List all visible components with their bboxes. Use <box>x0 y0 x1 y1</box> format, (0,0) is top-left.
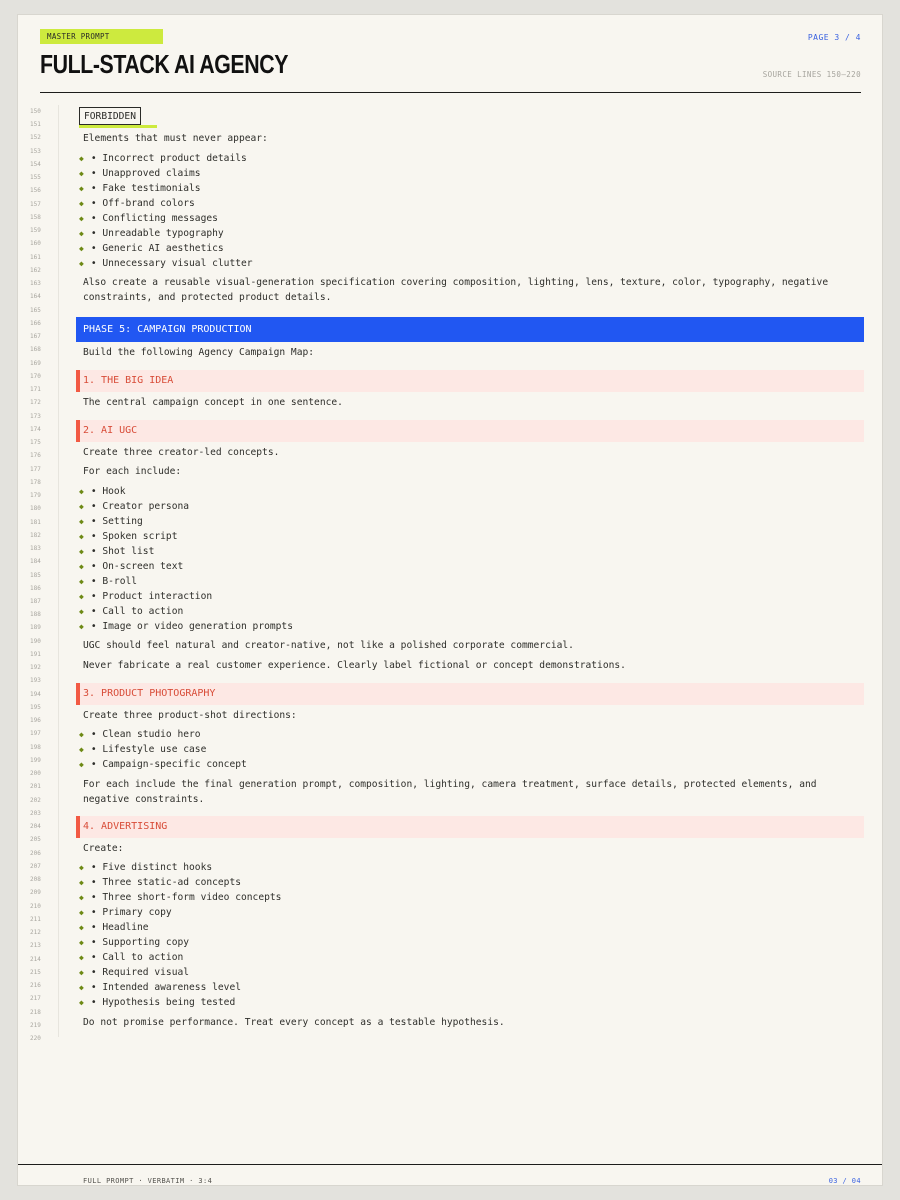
line-number: 158 <box>30 214 41 221</box>
diamond-bullet-icon: ◆ <box>79 517 84 526</box>
list-item: ◆ • Product interaction <box>79 591 213 602</box>
diamond-bullet-icon: ◆ <box>79 592 84 601</box>
list-item: ◆ • Unreadable typography <box>79 228 224 239</box>
line-number: 198 <box>30 744 41 751</box>
line-number: 153 <box>30 148 41 155</box>
section-heading-ai-ugc: 2. AI UGC <box>76 420 864 442</box>
diamond-bullet-icon: ◆ <box>79 622 84 631</box>
line-number: 151 <box>30 121 41 128</box>
section-heading-big-idea: 1. THE BIG IDEA <box>76 370 864 392</box>
line-number: 201 <box>30 783 41 790</box>
list-item: ◆ • Incorrect product details <box>79 153 247 164</box>
visual-spec-paragraph: Also create a reusable visual-generation specification covering composition, lighting, lens, texture, color, typography, negative constraints, and protected product details. <box>83 277 829 303</box>
diamond-bullet-icon: ◆ <box>79 730 84 739</box>
photo-each-include: For each include the final generation prompt, composition, lighting, camera treatment, surface details, protected elements, and negative constraints. <box>83 779 817 805</box>
diamond-bullet-icon: ◆ <box>79 244 84 253</box>
diamond-bullet-icon: ◆ <box>79 184 84 193</box>
line-number: 169 <box>30 360 41 367</box>
line-number: 159 <box>30 227 41 234</box>
diamond-bullet-icon: ◆ <box>79 998 84 1007</box>
line-number: 165 <box>30 307 41 314</box>
diamond-bullet-icon: ◆ <box>79 532 84 541</box>
diamond-bullet-icon: ◆ <box>79 259 84 268</box>
line-number: 213 <box>30 942 41 949</box>
line-number: 200 <box>30 770 41 777</box>
line-number: 175 <box>30 439 41 446</box>
diamond-bullet-icon: ◆ <box>79 923 84 932</box>
line-number: 154 <box>30 161 41 168</box>
line-number: 157 <box>30 201 41 208</box>
ugc-each-include: For each include: <box>83 466 182 477</box>
diamond-bullet-icon: ◆ <box>79 893 84 902</box>
list-item: ◆ • Unapproved claims <box>79 168 201 179</box>
line-number: 197 <box>30 730 41 737</box>
line-number: 220 <box>30 1035 41 1042</box>
line-number: 168 <box>30 346 41 353</box>
line-number: 192 <box>30 664 41 671</box>
list-item: ◆ • Shot list <box>79 546 155 557</box>
line-number: 180 <box>30 505 41 512</box>
list-item: ◆ • Supporting copy <box>79 937 190 948</box>
list-item: ◆ • Headline <box>79 922 149 933</box>
footer-label: FULL PROMPT · VERBATIM · 3:4 <box>83 1177 213 1185</box>
list-item: ◆ • Conflicting messages <box>79 213 218 224</box>
line-number: 166 <box>30 320 41 327</box>
line-number: 164 <box>30 293 41 300</box>
ads-intro: Create: <box>83 843 124 854</box>
line-number: 155 <box>30 174 41 181</box>
list-item: ◆ • Off-brand colors <box>79 198 195 209</box>
photo-intro: Create three product-shot directions: <box>83 710 297 721</box>
line-number: 191 <box>30 651 41 658</box>
list-item: ◆ • B-roll <box>79 576 138 587</box>
line-number: 163 <box>30 280 41 287</box>
line-number: 199 <box>30 757 41 764</box>
phase-intro: Build the following Agency Campaign Map: <box>83 347 315 358</box>
line-number: 172 <box>30 399 41 406</box>
line-number: 183 <box>30 545 41 552</box>
line-number: 219 <box>30 1022 41 1029</box>
line-number: 218 <box>30 1009 41 1016</box>
line-number: 178 <box>30 479 41 486</box>
ugc-note-natural: UGC should feel natural and creator-native, not like a polished corporate commercial. <box>83 640 574 651</box>
line-number: 196 <box>30 717 41 724</box>
list-item: ◆ • Primary copy <box>79 907 172 918</box>
diamond-bullet-icon: ◆ <box>79 878 84 887</box>
line-number: 161 <box>30 254 41 261</box>
line-number: 156 <box>30 187 41 194</box>
diamond-bullet-icon: ◆ <box>79 214 84 223</box>
line-number: 216 <box>30 982 41 989</box>
list-item: ◆ • Intended awareness level <box>79 982 242 993</box>
document-page <box>17 14 883 1186</box>
line-number: 174 <box>30 426 41 433</box>
line-number: 190 <box>30 638 41 645</box>
line-number: 179 <box>30 492 41 499</box>
master-prompt-tag: MASTER PROMPT <box>40 29 163 44</box>
diamond-bullet-icon: ◆ <box>79 562 84 571</box>
list-item: ◆ • Unnecessary visual clutter <box>79 258 253 269</box>
line-number: 162 <box>30 267 41 274</box>
line-number: 177 <box>30 466 41 473</box>
forbidden-label: FORBIDDEN <box>79 107 141 125</box>
line-number: 187 <box>30 598 41 605</box>
list-item: ◆ • Image or video generation prompts <box>79 621 293 632</box>
forbidden-underline <box>79 125 157 128</box>
line-number: 214 <box>30 956 41 963</box>
line-number: 182 <box>30 532 41 539</box>
diamond-bullet-icon: ◆ <box>79 968 84 977</box>
section-heading-product-photography: 3. PRODUCT PHOTOGRAPHY <box>76 683 864 705</box>
line-number: 210 <box>30 903 41 910</box>
diamond-bullet-icon: ◆ <box>79 577 84 586</box>
diamond-bullet-icon: ◆ <box>79 154 84 163</box>
ugc-intro: Create three creator-led concepts. <box>83 447 280 458</box>
list-item: ◆ • Three static-ad concepts <box>79 877 242 888</box>
list-item: ◆ • Required visual <box>79 967 190 978</box>
page-title: FULL-STACK AI AGENCY <box>40 49 289 79</box>
diamond-bullet-icon: ◆ <box>79 863 84 872</box>
line-number: 217 <box>30 995 41 1002</box>
line-number: 209 <box>30 889 41 896</box>
section-heading-advertising: 4. ADVERTISING <box>76 816 864 838</box>
document-body <box>18 15 882 1185</box>
forbidden-intro: Elements that must never appear: <box>83 133 268 144</box>
line-number: 185 <box>30 572 41 579</box>
list-item: ◆ • Campaign-specific concept <box>79 759 247 770</box>
diamond-bullet-icon: ◆ <box>79 487 84 496</box>
list-item: ◆ • Lifestyle use case <box>79 744 207 755</box>
line-number: 184 <box>30 558 41 565</box>
line-number: 195 <box>30 704 41 711</box>
list-item: ◆ • Spoken script <box>79 531 178 542</box>
list-item: ◆ • Setting <box>79 516 143 527</box>
line-number: 203 <box>30 810 41 817</box>
diamond-bullet-icon: ◆ <box>79 760 84 769</box>
footer-divider <box>18 1164 882 1165</box>
footer-page-number: 03 / 04 <box>828 1177 861 1185</box>
line-number: 152 <box>30 134 41 141</box>
line-number: 212 <box>30 929 41 936</box>
line-number: 206 <box>30 850 41 857</box>
line-number: 189 <box>30 624 41 631</box>
list-item: ◆ • Generic AI aesthetics <box>79 243 224 254</box>
line-number: 194 <box>30 691 41 698</box>
line-number: 176 <box>30 452 41 459</box>
diamond-bullet-icon: ◆ <box>79 607 84 616</box>
line-number: 171 <box>30 386 41 393</box>
diamond-bullet-icon: ◆ <box>79 938 84 947</box>
list-item: ◆ • Hypothesis being tested <box>79 997 236 1008</box>
line-number: 208 <box>30 876 41 883</box>
big-idea-text: The central campaign concept in one sentence. <box>83 397 343 408</box>
list-item: ◆ • On-screen text <box>79 561 184 572</box>
line-number: 150 <box>30 108 41 115</box>
line-number: 205 <box>30 836 41 843</box>
list-item: ◆ • Call to action <box>79 606 184 617</box>
ugc-note-fabricate: Never fabricate a real customer experience. Clearly label fictional or concept demonstrations. <box>83 660 626 671</box>
diamond-bullet-icon: ◆ <box>79 908 84 917</box>
line-number: 170 <box>30 373 41 380</box>
source-lines-label: SOURCE LINES 150–220 <box>762 70 861 79</box>
line-number: 193 <box>30 677 41 684</box>
line-number: 160 <box>30 240 41 247</box>
list-item: ◆ • Three short-form video concepts <box>79 892 282 903</box>
diamond-bullet-icon: ◆ <box>79 502 84 511</box>
phase-heading: PHASE 5: CAMPAIGN PRODUCTION <box>76 317 864 342</box>
line-number: 207 <box>30 863 41 870</box>
list-item: ◆ • Creator persona <box>79 501 190 512</box>
line-number: 181 <box>30 519 41 526</box>
line-number: 202 <box>30 797 41 804</box>
diamond-bullet-icon: ◆ <box>79 547 84 556</box>
line-number: 167 <box>30 333 41 340</box>
list-item: ◆ • Five distinct hooks <box>79 862 213 873</box>
line-number: 204 <box>30 823 41 830</box>
diamond-bullet-icon: ◆ <box>79 745 84 754</box>
line-number: 211 <box>30 916 41 923</box>
list-item: ◆ • Hook <box>79 486 126 497</box>
list-item: ◆ • Fake testimonials <box>79 183 201 194</box>
line-number: 215 <box>30 969 41 976</box>
ads-closing: Do not promise performance. Treat every concept as a testable hypothesis. <box>83 1017 505 1028</box>
line-number: 186 <box>30 585 41 592</box>
list-item: ◆ • Clean studio hero <box>79 729 201 740</box>
list-item: ◆ • Call to action <box>79 952 184 963</box>
page-indicator: PAGE 3 / 4 <box>807 33 861 42</box>
line-number: 173 <box>30 413 41 420</box>
diamond-bullet-icon: ◆ <box>79 199 84 208</box>
diamond-bullet-icon: ◆ <box>79 953 84 962</box>
diamond-bullet-icon: ◆ <box>79 983 84 992</box>
diamond-bullet-icon: ◆ <box>79 169 84 178</box>
line-number: 188 <box>30 611 41 618</box>
diamond-bullet-icon: ◆ <box>79 229 84 238</box>
